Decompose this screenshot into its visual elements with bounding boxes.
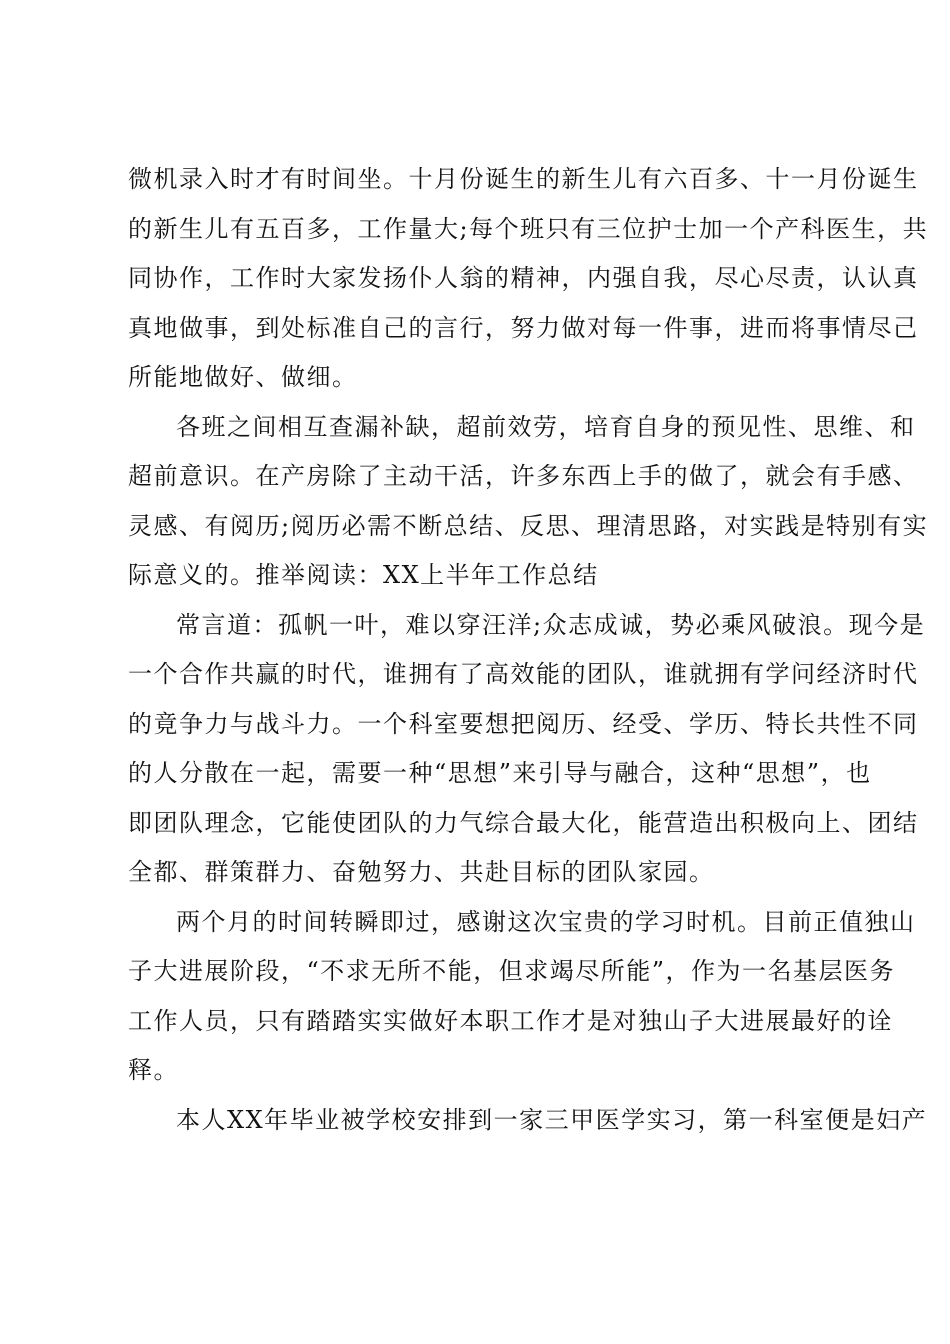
text-line: 微机录入时才有时间坐。十月份诞生的新生儿有六百多、十一月份诞生 [128,165,919,193]
text-line: 全都、群策群力、奋勉努力、共赴目标的团队家园。 [128,858,715,886]
text-line-paragraph-start: 各班之间相互查漏补缺，超前效劳，培育自身的预见性、思维、和 [176,412,916,441]
text-line: 子大进展阶段，“不求无所不能，但求竭尽所能”，作为一名基层医务 [128,957,896,985]
text-line: 的人分散在一起，需要一种“思想”来引导与融合，这种“思想”，也 [128,759,872,787]
text-line: 超前意识。在产房除了主动干活，许多东西上手的做了，就会有手感、 [128,462,919,490]
text-line: 灵感、有阅历;阅历必需不断总结、反思、理清思路，对实践是特别有实 [128,511,929,540]
text-line: 际意义的。推举阅读：XX上半年工作总结 [128,561,599,589]
text-line: 释。 [128,1056,179,1084]
text-line: 工作人员，只有踏踏实实做好本职工作才是对独山子大进展最好的诠 [128,1006,893,1035]
text-line: 所能地做好、做细。 [128,363,358,391]
text-line: 的新生儿有五百多，工作量大;每个班只有三位护士加一个产科医生，共 [128,214,929,243]
text-line: 即团队理念，它能使团队的力气综合最大化，能营造出积极向上、团结 [128,808,919,837]
text-line-paragraph-start: 常言道：孤帆一叶，难以穿汪洋;众志成诚，势必乘风破浪。现今是 [176,610,926,639]
text-line: 同协作，工作时大家发扬仆人翁的精神，内强自我，尽心尽责，认认真 [128,264,919,292]
text-line-paragraph-start: 两个月的时间转瞬即过，感谢这次宝贵的学习时机。目前正值独山 [176,907,916,936]
text-line: 的竟争力与战斗力。一个科室要想把阅历、经受、学历、特长共性不同 [128,709,919,738]
body-text [128,155,929,1145]
text-line: 一个合作共赢的时代，谁拥有了高效能的团队，谁就拥有学问经济时代 [128,660,919,688]
text-line-paragraph-start: 本人XX年毕业被学校安排到一家三甲医学实习，第一科室便是妇产 [176,1105,928,1134]
text-line: 真地做事，到处标准自己的言行，努力做对每一件事，进而将事情尽己 [128,313,919,342]
